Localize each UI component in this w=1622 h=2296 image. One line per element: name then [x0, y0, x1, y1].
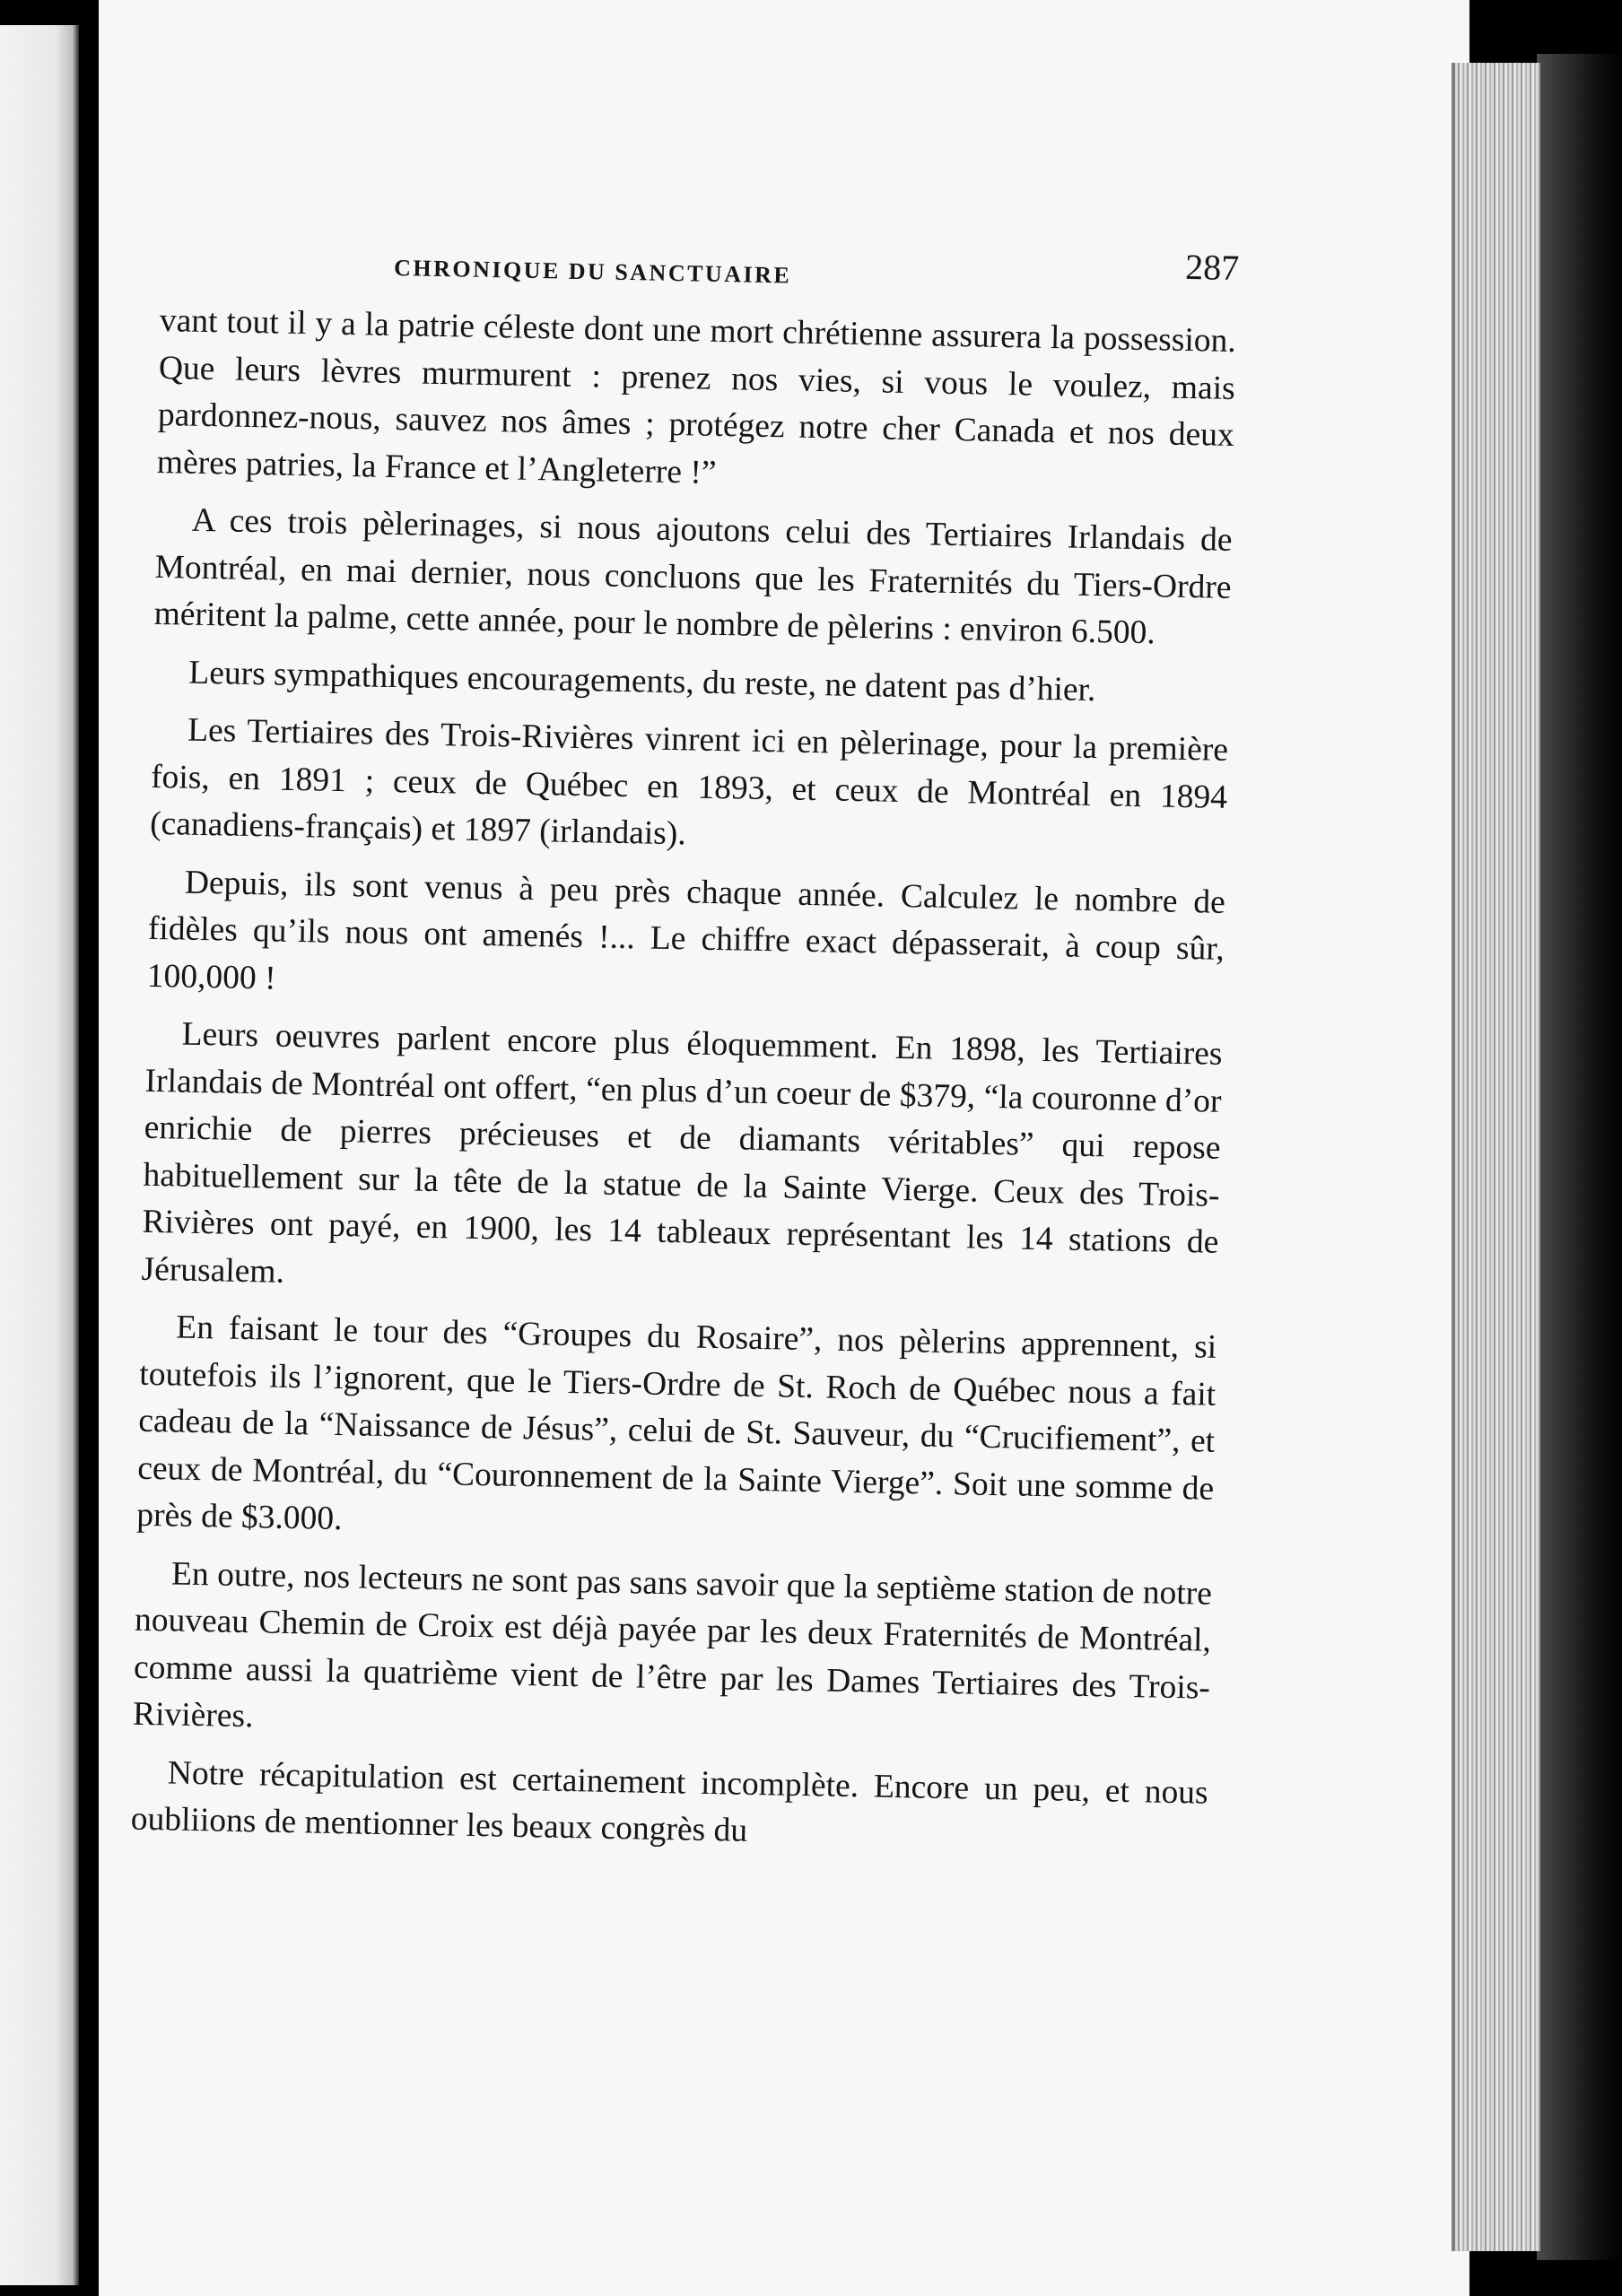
- paragraph-continued: vant tout il y a la patrie céleste dont une mort chrétienne assurera la possession. Que leurs lèvres murmurent : prenez nos vies, si vous le voulez, mais pardonnez-nous, sauvez nos âmes ; protégez notre cher Canada et nos deux mères patries, la France et l’Angleterre !”: [156, 301, 1237, 491]
- paragraph: En outre, nos lecteurs ne sont pas sans savoir que la septième station de notre nouveau Chemin de Croix est déjà payée par les deux Fraternités de Montréal, comme aussi la quatrième vient de l’être par les Dames Tertiaires des Trois-Rivières.: [132, 1554, 1213, 1735]
- paragraph: Les Tertiaires des Trois-Rivières vinrent ici en pèlerinage, pour la première fois, en 1891 ; ceux de Québec en 1893, et ceux de Montréal en 1894 (canadiens-français) et 1897 (irlandais).: [149, 711, 1229, 853]
- book-edge-shadow: [1537, 54, 1622, 2260]
- page-stack-edge: [1452, 63, 1540, 2251]
- page-number: 287: [1184, 246, 1240, 289]
- running-head-title: CHRONIQUE DU SANCTUAIRE: [393, 254, 792, 289]
- previous-page-edge: [0, 25, 79, 2285]
- paragraph: A ces trois pèlerinages, si nous ajoutons celui des Tertiaires Irlandais de Montréal, en mai dernier, nous concluons que les Fraternités du Tiers-Ordre méritent la palme, cette année, pour le nombre de pèlerins : environ 6.500.: [153, 501, 1233, 652]
- paragraph: Depuis, ils sont venus à peu près chaque année. Calculez le nombre de fidèles qu’ils nous ont amenés !... Le chiffre exact dépasserait, à coup sûr, 100,000 !: [146, 864, 1226, 997]
- paragraph: En faisant le tour des “Groupes du Rosaire”, nos pèlerins apprennent, si toutefois ils l’ignorent, que le Tiers-Ordre de St. Roch de Québec nous a fait cadeau de la “Naissance de Jésus”, celui de St. Sauveur, du “Crucifiement”, et ceux de Montréal, du “Couronnement de la Sainte Vierge”. Soit une somme de près de $3.000.: [135, 1309, 1217, 1538]
- paragraph: Leurs sympathiques encouragements, du reste, ne datent pas d’hier.: [188, 654, 1096, 709]
- page-content: [130, 224, 1238, 1874]
- paragraph: Leurs oeuvres parlent encore plus éloquemment. En 1898, les Tertiaires Irlandais de Montréal ont offert, “en plus d’un coeur de $379, “la couronne d’or enrichie de pierres précieuses et de diamants véritables” qui repose habituellement sur la tête de la statue de la Sainte Vierge. Ceux des Trois-Rivières ont payé, en 1900, les 14 tableaux représentant les 14 stations de Jérusalem.: [141, 1015, 1223, 1291]
- paragraph: Notre récapitulation est certainement incomplète. Encore un peu, et nous oubliions de mentionner les beaux congrès du: [130, 1753, 1209, 1849]
